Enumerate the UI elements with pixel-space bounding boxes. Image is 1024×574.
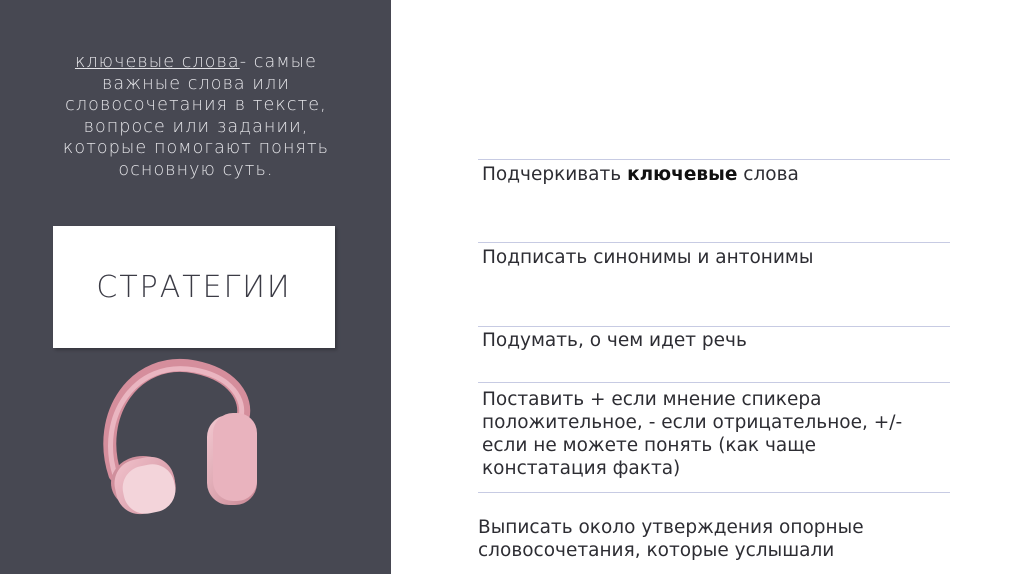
divider <box>478 382 950 383</box>
strategy-item-2: Подписать синонимы и антонимы <box>482 247 814 268</box>
divider <box>478 242 950 243</box>
strategy-item-5: Выписать около утверждения опорные словосочетания, которые услышали <box>478 517 864 561</box>
definition-text <box>40 52 352 181</box>
strategy-item-1-text-end: слова <box>737 164 799 185</box>
strategy-item-3: Подумать, о чем идет речь <box>482 330 747 351</box>
strategy-item-4: Поставить + если мнение спикера положительное, - если отрицательное, +/- если не можете понять (как чаще констатация факта) <box>482 389 903 479</box>
strategy-item-1-text: Подчеркивать <box>482 164 628 185</box>
definition-term: ключевые слова <box>74 52 240 72</box>
divider <box>478 159 950 160</box>
divider <box>478 326 950 327</box>
strategy-item-1-bold: ключевые <box>627 164 738 185</box>
strategies-title: СТРАТЕГИИ <box>96 269 292 305</box>
definition-body: - самые важные слова или словосочетания в тексте, вопросе или задании, которые помогают понять основную суть. <box>62 52 330 180</box>
divider <box>478 492 950 493</box>
strategy-item-1 <box>482 163 952 186</box>
strategies-box <box>53 226 335 348</box>
headphones-image <box>95 355 270 515</box>
left-panel <box>0 0 391 574</box>
